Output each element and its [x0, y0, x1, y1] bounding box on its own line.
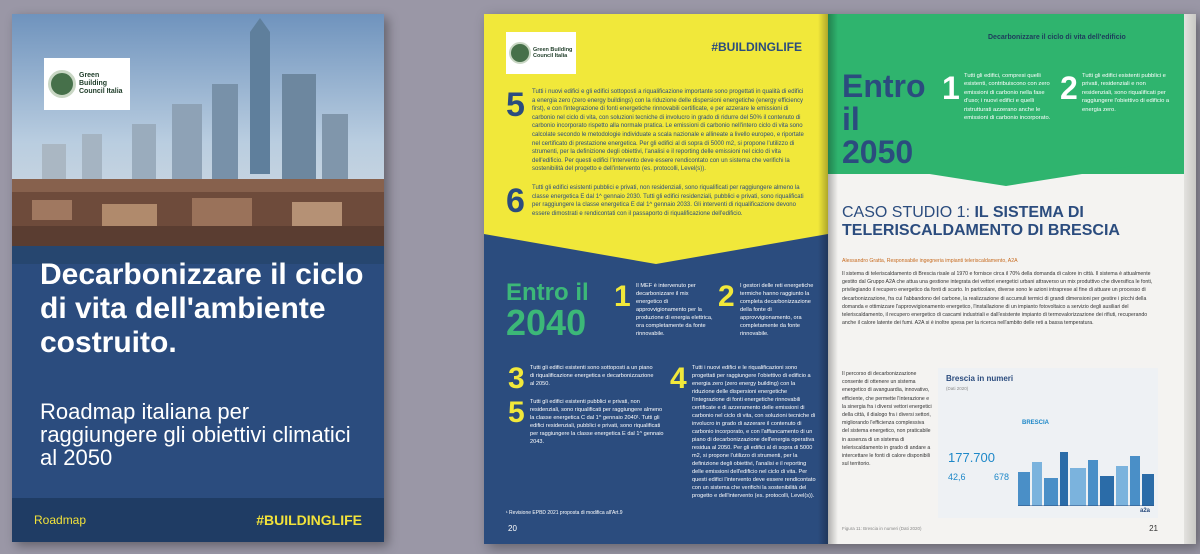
page21-header: Decarbonizzare il ciclo di vita dell'edificio: [988, 34, 1126, 41]
navy-item-number: 3: [508, 362, 525, 395]
case-study-author: Alessandro Gratta, Responsabile ingegneria impianti teleriscaldamento, A2A: [842, 258, 1018, 264]
infobox-title: Brescia in numeri: [946, 374, 1014, 383]
cover-city-photo: [12, 14, 384, 246]
green-item: [1060, 72, 1172, 114]
open-magazine: [484, 14, 1196, 544]
infobox-source: (Dati 2020): [946, 386, 969, 391]
green-item-text: Tutti gli edifici esistenti pubblici e privati, residenziali e non residenziali, sono riqualificati per raggiungere l'obiettivo di edificio a energia zero.: [1082, 73, 1170, 113]
gbc-emblem-icon: [509, 42, 531, 64]
page20-number: 20: [508, 524, 517, 533]
yellow-item: [506, 88, 806, 174]
navy-item-number: 2: [718, 280, 735, 313]
navy-item: [508, 398, 664, 446]
infobox-stat-b: 678: [994, 472, 1010, 482]
page20-org-name: Green Building Council Italia: [533, 47, 573, 59]
case-study-column: Il percorso di decarbonizzazione consente di ottenere un sistema energetico di avanguardia, innovativo, efficiente, che permette l'interazione e la sinergia fra i diversi vettori energetici della città, il dialogo fra i diversi settori, migliorando l'efficienza complessiva del sistema energetico, non praticabile in assenza di un sistema di teleriscaldamento in grado di andare a intercettare le fonti di calore disponibili sul territorio.: [842, 371, 932, 468]
case-study-body: Il sistema di teleriscaldamento di Brescia risale al 1970 e fornisce circa il 70% della domanda di calore in città. Il sistema è attualmente gestito dal Gruppo A2A che attua una gestione integrata dei vettori energetici urbani attraverso un mix produttivo che diversifica le fonti, privilegiando il recupero energetico da fonti di scarto. In particolare, diverse sono le azioni intraprese al fine di attuare un processo di decarbonizzazione, fra cui l'abbandono del carbone, la realizzazione di accumuli termici di grandi dimensioni per gestire i picchi della domanda e ottimizzare l'approvvigionamento energetico, l'installazione di un impianto fotovoltaico a servizio degli ausiliari del teleriscaldamento, il recupero energetico di cascami industriali e dall'esistente impianto di termovalorizzazione dei rifiuti, recuperando anche il calore latente dei fumi. A2A si è inoltre spesa per la ricerca nell'ambito delle reti a bassa temperatura.: [842, 271, 1153, 327]
infobox-stat-main: 177.700: [948, 450, 995, 465]
cover-org-name: Green Building Council Italia: [79, 72, 123, 95]
navy-item: [670, 364, 818, 500]
yellow-item: [506, 184, 806, 218]
navy-item-text: I gestori delle reti energetiche termiche hanno raggiunto la completa decarbonizzazione della fonte di approvvigionamento, ora completamente da fonte rinnovabile.: [740, 283, 814, 337]
navy-item-text: Tutti i nuovi edifici e le riqualificazioni sono progettati per raggiungere l'obiettivo di edificio a energia zero (zero energy building) con la riduzione delle dispersioni energetiche l'integrazione di fonti energetiche rinnovabili certificate e di azzeramento delle emissioni di carbonio nel ciclo di vita, con soluzioni tecniche di involucro in grado di azzerare il contenuto di carbonio incorporato, e con l'affiancamento di un piano di decarbonizzazione dell'energia operativa residua al 2050. Per gli edifici al di sopra di 5000 m2, si propone l'utilizzo di strumenti, per la definizione degli obiettivi, l'analisi e il reporting delle emissioni dell'edificio nel ciclo di vita. Per questi edifici l'intervento deve essere rendicontato con un sistema che verifichi la sostenibilità del progetto e dell'intervento (es. protocolli, Level(s)).: [692, 365, 816, 499]
report-cover: [12, 14, 384, 542]
navy-item-text: Tutti gli edifici esistenti pubblici e privati, non residenziali, sono riqualificati per raggiungere almeno la classe energetica C dal 1^ gennaio 2040¹. Tutti gli edifici residenziali, pubblici e privati, sono riqualificati per raggiungere la classe energetica E dal 1^ gennaio 2043.: [530, 399, 664, 445]
yellow-item-text: Tutti gli edifici esistenti pubblici e privati, non residenziali, sono riqualificati per raggiungere almeno la classe energetica E dal 1^ gennaio 2030. Tutti gli edifici residenziali, pubblici e privati, sono riqualificati per raggiungere la classe energetica E dal 1^ gennaio 2033. Gli interventi di riqualificazione devono essere dimostrati e rendicontati con il passaporto di riqualificazione dell'edificio.: [532, 185, 804, 217]
navy-item-number: 4: [670, 362, 687, 395]
page20-footnote: ¹ Revisione EPBD 2021 proposta di modifica all'Art.9: [506, 510, 623, 516]
yellow-item-text: Tutti i nuovi edifici e gli edifici sottoposti a riqualificazione importante sono progettati in qualità di edifici a energia zero (zero energy buildings) con la riduzione delle dispersioni energetiche (energy efficiency first), e con l'integrazione di fonti energetiche rinnovabili certificate, e per azzerare le emissioni di carbonio nel ciclo di vita, con soluzioni tecniche di involucro in grado di ridurre del 50% il contenuto di carbonio incorporato rispetto alla normale pratica. Le emissioni di carbonio nell'intero ciclo di vita sono calcolate secondo le metodologie individuate a scala nazionale e allineate a livello europeo, e riportate nel certificato di prestazione energetica. Per gli edifici al di sopra di 5000 m2, si propone l'utilizzo di strumenti, per la definizione degli obiettivi, l'analisi e il reporting delle emissioni nel ciclo di vita dell'edificio. Per questi edifici l'intervento deve essere rendicontato con un sistema che verifichi la sostenibilità del progetto e dell'intervento (es. protocolli, Level(s)).: [532, 89, 804, 173]
infobox-stat-a: 42,6: [948, 472, 966, 482]
binding-gutter: [818, 14, 838, 544]
cover-footer-hashtag: #BUILDINGLIFE: [256, 512, 362, 528]
navy-item-text: Tutti gli edifici esistenti sono sottoposti a un piano di riqualificazione energetica e decarbonizzazione al 2050.: [530, 365, 654, 387]
green-item-number: 1: [942, 70, 960, 106]
entro-2040-label: Entro il: [506, 279, 589, 306]
entro-2050-year: 2050: [842, 134, 914, 170]
brescia-skyline-illustration: [1018, 432, 1154, 506]
brescia-infobox: [938, 368, 1158, 518]
cover-footer-label: Roadmap: [34, 513, 87, 527]
yellow-item-number: 6: [506, 182, 525, 220]
cover-footer: [12, 498, 384, 542]
green-item: [942, 72, 1052, 122]
cover-gbc-logo: [44, 58, 130, 110]
infobox-city: BRESCIA: [1022, 420, 1050, 426]
navy-item: [508, 362, 658, 395]
page-21: [828, 14, 1184, 544]
skyline-illustration: [12, 14, 384, 246]
page20-chevron: [484, 228, 828, 264]
page20-gbc-logo: [506, 32, 576, 74]
green-item-number: 2: [1060, 70, 1078, 106]
a2a-logo: a2a: [1139, 508, 1150, 514]
page-20: [484, 14, 828, 544]
navy-item-number: 1: [614, 280, 631, 313]
entro-2050-block: [842, 70, 942, 169]
page-edge: [1184, 14, 1196, 544]
page20-hashtag: #BUILDINGLIFE: [711, 40, 802, 54]
cover-subtitle: Roadmap italiana per raggiungere gli obiettivi climatici al 2050: [40, 399, 351, 470]
page21-number: 21: [1149, 524, 1158, 533]
green-item-text: Tutti gli edifici, compresi quelli esistenti, contribuiscono con zero emissioni di carbonio nella fase d'uso; i nuovi edifici e quelli ristrutturati azzerano anche le emissioni di carbonio incorporato.: [964, 73, 1051, 122]
navy-item: [718, 282, 818, 338]
navy-item: [614, 282, 714, 338]
gbc-emblem-icon: [48, 70, 76, 98]
cover-title: Decarbonizzare il ciclo di vita dell'ambiente costruito.: [40, 258, 364, 359]
case-study-title: [842, 204, 1142, 240]
entro-2040-year: 2040: [506, 302, 587, 343]
navy-item-text: Il MEF è intervenuto per decarbonizzare il mix energetico di approvvigionamento per la produzione di energia elettrica, ora completamente da fonte rinnovabile.: [636, 283, 713, 337]
yellow-item-number: 5: [506, 86, 525, 124]
navy-item-number: 5: [508, 396, 525, 429]
case-study-title-bold: IL SISTEMA DI TELERISCALDAMENTO DI BRESCIA: [842, 204, 1120, 239]
figure-caption: Figura 11: Brescia in numeri (Dati 2020): [842, 526, 922, 531]
entro-2050-label: Entro il: [842, 68, 926, 137]
case-study-title-light: CASO STUDIO 1:: [842, 204, 971, 221]
